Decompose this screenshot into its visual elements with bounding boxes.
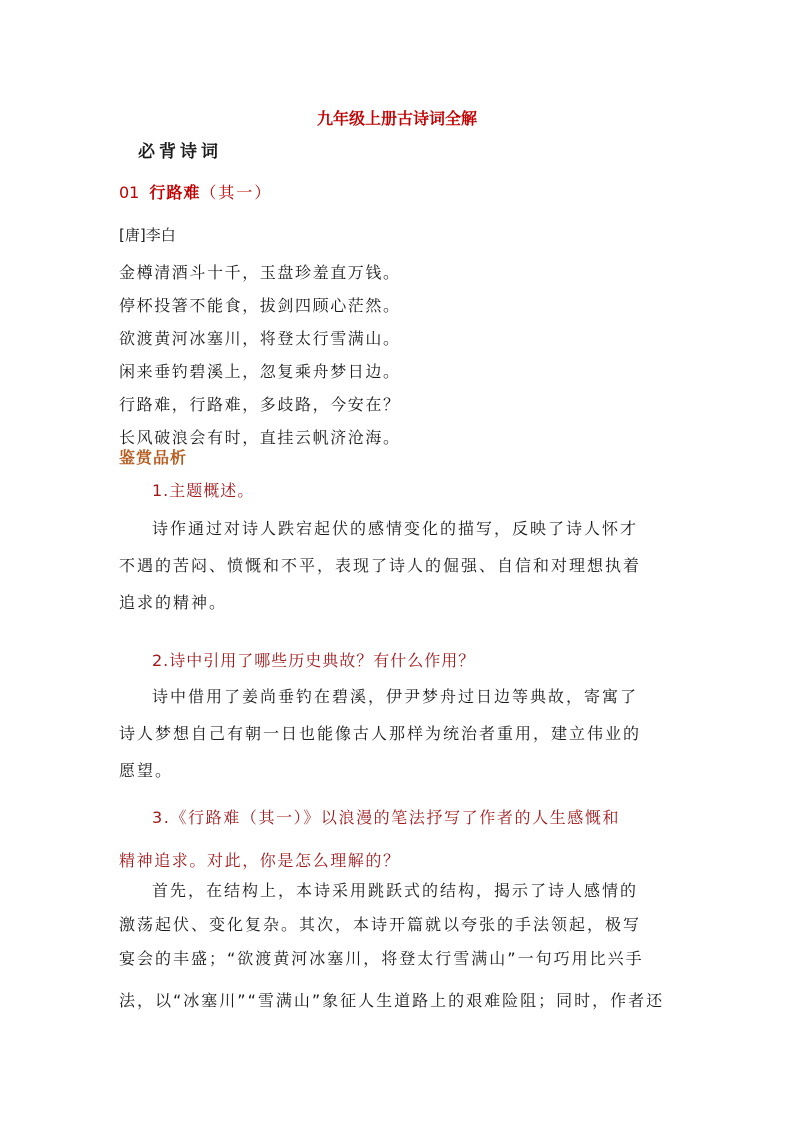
answer-line: 诗作通过对诗人跌宕起伏的感情变化的描写，反映了诗人怀才	[152, 519, 639, 538]
verse-line: 行路难，行路难，多歧路，今安在？	[119, 395, 401, 414]
poem-number: 01	[119, 183, 140, 202]
answer-line: 首先，在结构上，本诗采用跳跃式的结构，揭示了诗人感情的	[152, 881, 639, 900]
appreciation-heading: 鉴赏品析	[119, 448, 188, 467]
answer-line: 诗中借用了姜尚垂钓在碧溪，伊尹梦舟过日边等典故，寄寓了	[152, 687, 639, 706]
poem-author: [唐]李白	[119, 226, 176, 244]
question-1: 1.主题概述。	[152, 481, 255, 500]
verse-line: 欲渡黄河冰塞川，将登太行雪满山。	[119, 329, 401, 348]
poem-heading	[119, 180, 272, 203]
answer-line: 愿望。	[119, 761, 174, 780]
answer-line: 法，以“冰塞川”“雪满山”象征人生道路上的艰难险阻；同时，作者还	[119, 991, 665, 1010]
question-3-line-2: 精神追求。对此，你是怎么理解的？	[119, 851, 401, 870]
question-3-line-1: 3.《行路难（其一）》以浪漫的笔法抒写了作者的人生感慨和	[152, 808, 621, 827]
answer-1	[119, 518, 679, 629]
answer-line: 宴会的丰盛；“欲渡黄河冰塞川，将登太行雪满山”一句巧用比兴手	[119, 949, 644, 968]
answer-line: 诗人梦想自己有朝一日也能像古人那样为统治者重用，建立伟业的	[119, 724, 642, 743]
answer-line: 不遇的苦闷、愤慨和不平，表现了诗人的倔强、自信和对理想执着	[119, 556, 642, 575]
section-title: 必背诗词	[138, 142, 222, 162]
poem-name: 行路难	[149, 183, 201, 202]
question-2: 2.诗中引用了哪些历史典故？有什么作用？	[152, 651, 476, 670]
answer-line: 激荡起伏、变化复杂。其次，本诗开篇就以夸张的手法领起，极写	[119, 915, 642, 934]
answer-2	[119, 686, 679, 797]
document-title: 九年级上册古诗词全解	[316, 109, 477, 128]
verse-line: 金樽清酒斗十千，玉盘珍羞直万钱。	[119, 263, 401, 282]
answer-3	[119, 880, 679, 1024]
poem-verses	[119, 262, 401, 460]
verse-line: 长风破浪会有时，直挂云帆济沧海。	[119, 428, 401, 447]
verse-line: 闲来垂钓碧溪上，忽复乘舟梦日边。	[119, 362, 401, 381]
answer-line: 追求的精神。	[119, 593, 228, 612]
verse-line: 停杯投箸不能食，拔剑四顾心茫然。	[119, 296, 401, 315]
poem-subtitle: （其一）	[200, 183, 273, 202]
